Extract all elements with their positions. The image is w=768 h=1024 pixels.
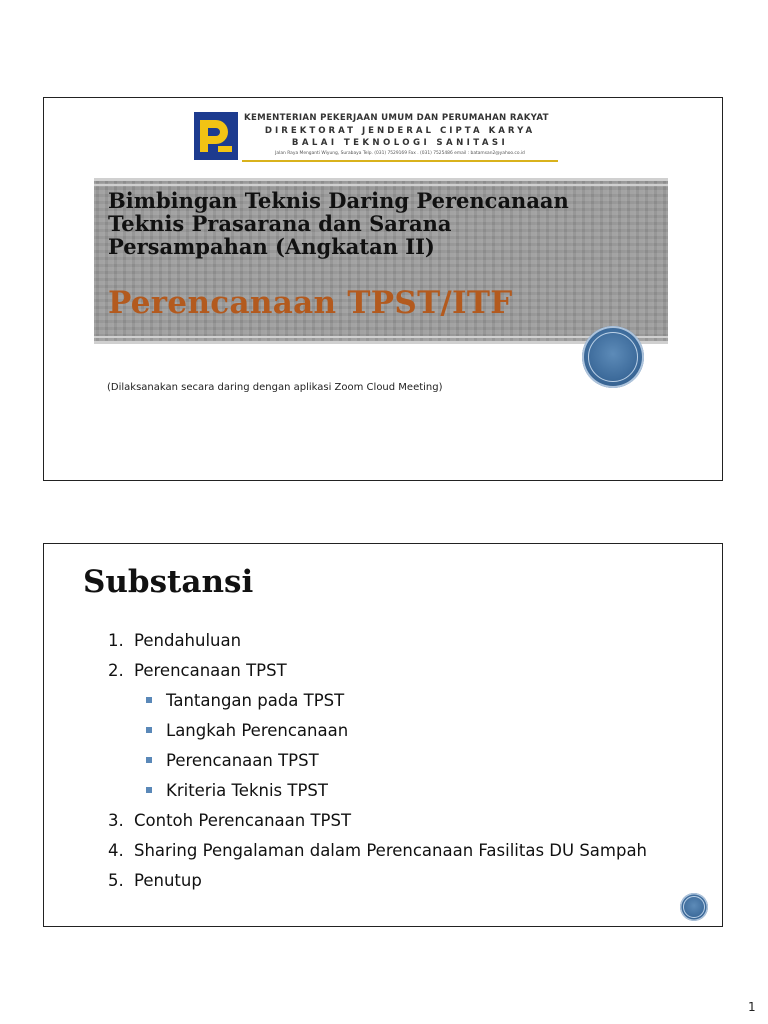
title-line: Bimbingan Teknis Daring Perencanaan: [108, 188, 569, 213]
list-subitem: [108, 746, 708, 776]
header-office: BALAI TEKNOLOGI SANITASI: [291, 138, 509, 148]
item-label: Perencanaan TPST: [134, 661, 287, 680]
item-label: Pendahuluan: [134, 631, 242, 650]
item-label: Sharing Pengalaman dalam Perencanaan Fasilitas DU Sampah: [134, 841, 648, 860]
session-note: (Dilaksanakan secara daring dengan aplikasi Zoom Cloud Meeting): [107, 382, 443, 393]
list-subitem: [108, 776, 708, 806]
square-bullet-icon: [146, 727, 152, 733]
list-item: [108, 866, 708, 896]
banner-stripe: [94, 336, 668, 338]
agenda-list: [108, 626, 708, 896]
page-number: 1: [748, 1000, 756, 1014]
item-number: 3.: [108, 811, 124, 830]
item-label: Tantangan pada TPST: [166, 691, 345, 710]
slide-agenda: [43, 543, 723, 927]
page-subtitle: Perencanaan TPST/ITF: [108, 285, 513, 321]
item-label: Langkah Perencanaan: [166, 721, 349, 740]
header-rule: [242, 160, 558, 162]
item-number: 2.: [108, 661, 124, 680]
item-label: Contoh Perencanaan TPST: [134, 811, 352, 830]
header-address: Jalan Raya Menganti Wiyung, Surabaya Telp. (031) 7529169 Fax . (031) 7525486 email : batamsan2@yahoo.co.id: [275, 151, 525, 156]
header-directorate: DIREKTORAT JENDERAL CIPTA KARYA: [264, 126, 536, 136]
square-bullet-icon: [146, 787, 152, 793]
item-number: 1.: [108, 631, 124, 650]
title-banner: [94, 178, 668, 344]
list-subitem: [108, 716, 708, 746]
item-label: Perencanaan TPST: [166, 751, 319, 770]
item-label: Kriteria Teknis TPST: [166, 781, 328, 800]
header-ministry: KEMENTERIAN PEKERJAAN UMUM DAN PERUMAHAN RAKYAT: [244, 113, 549, 123]
square-bullet-icon: [146, 697, 152, 703]
decorative-circle-icon: [680, 893, 708, 921]
list-item: [108, 806, 708, 836]
square-bullet-icon: [146, 757, 152, 763]
pupr-logo-icon: [194, 112, 238, 160]
list-item: [108, 836, 708, 866]
banner-stripe: [94, 341, 668, 344]
title-line: Persampahan (Angkatan II): [108, 234, 435, 259]
page-title: [108, 189, 569, 258]
item-label: Penutup: [134, 871, 202, 890]
ministry-header: [194, 112, 558, 160]
list-subitem: [108, 686, 708, 716]
item-number: 4.: [108, 841, 124, 860]
title-line: Teknis Prasarana dan Sarana: [108, 211, 452, 236]
list-item: [108, 626, 708, 656]
agenda-title: Substansi: [83, 564, 254, 600]
item-number: 5.: [108, 871, 124, 890]
list-item: [108, 656, 708, 686]
decorative-circle-icon: [582, 326, 644, 388]
banner-stripe: [94, 184, 668, 186]
slide-title: [43, 97, 723, 481]
banner-stripe: [94, 178, 668, 181]
